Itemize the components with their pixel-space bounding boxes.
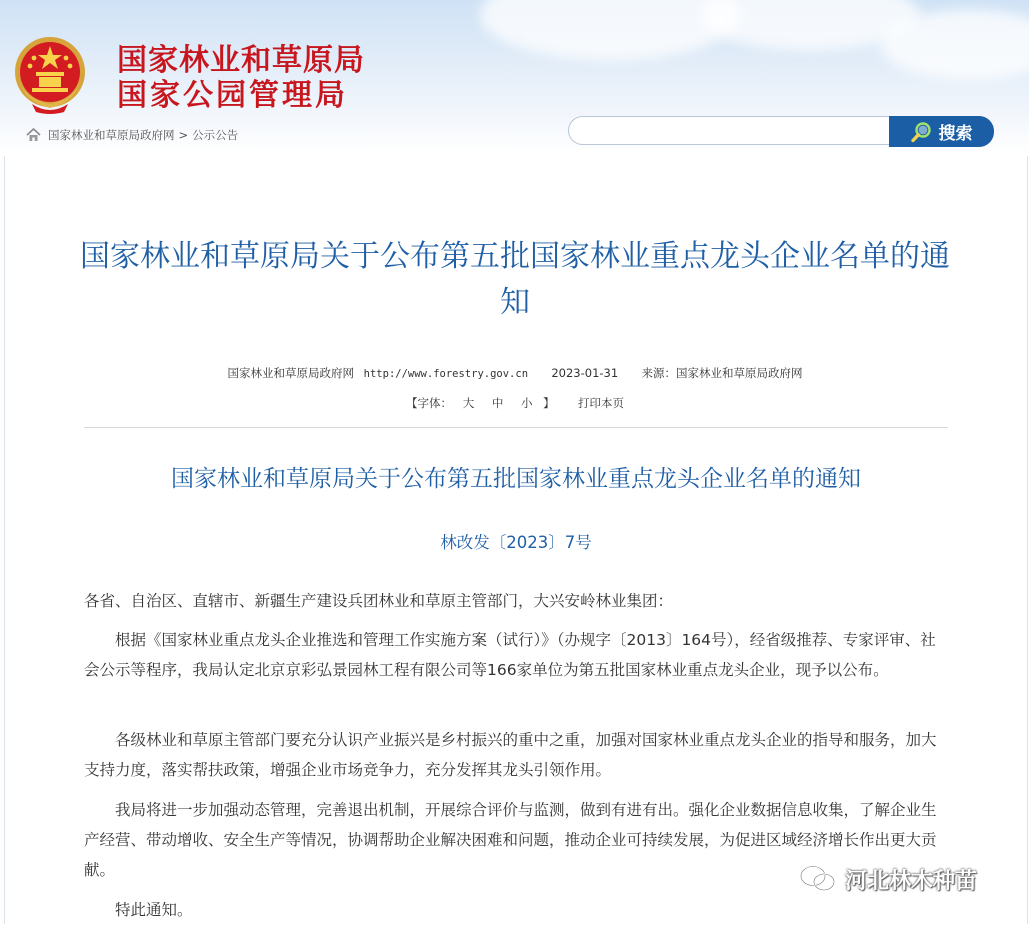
org-name-forestry: 国家林业和草原局 — [117, 43, 365, 78]
article-subtitle: 国家林业和草原局关于公布第五批国家林业重点龙头企业名单的通知 — [171, 466, 861, 492]
font-size-close: 】 — [543, 396, 555, 410]
search-input[interactable] — [568, 116, 890, 145]
font-size-label: 【字体： — [406, 396, 453, 410]
article-meta — [80, 365, 950, 381]
article-tools — [80, 395, 950, 411]
breadcrumb-current-link[interactable]: 公示公告 — [192, 128, 239, 142]
font-size-small[interactable]: 小 — [521, 396, 533, 410]
org-name-parks: 国家公园管理局 — [117, 78, 348, 113]
search-button-label: 搜索 — [938, 124, 973, 144]
paragraph-addressees: 各省、自治区、直辖市、新疆生产建设兵团林业和草原主管部门，大兴安岭林业集团： — [84, 592, 674, 610]
document-number: 林改发〔2023〕7号 — [440, 533, 592, 552]
watermark-text: 河北林木种苗 — [845, 868, 978, 894]
font-size-medium[interactable]: 中 — [491, 396, 504, 410]
meta-source-label: 来源： — [641, 366, 676, 380]
national-emblem-icon[interactable] — [12, 34, 88, 114]
wechat-watermark — [799, 864, 977, 894]
meta-site: 国家林业和草原局政府网 — [227, 366, 354, 380]
paragraph-2: 各级林业和草原主管部门要充分认识产业振兴是乡村振兴的重中之重，加强对国家林业重点龙头企业的指导和服务，加大支持力度，落实帮扶政策，增强企业市场竞争力，充分发挥其龙头引领作用。 — [84, 731, 937, 779]
search-button[interactable] — [889, 116, 994, 147]
site-header — [0, 0, 1029, 156]
paragraph-closing: 特此通知。 — [115, 901, 193, 919]
meta-source: 国家林业和草原局政府网 — [676, 366, 803, 380]
article-title: 国家林业和草原局关于公布第五批国家林业重点龙头企业名单的通知 — [80, 239, 950, 320]
meta-url: http://www.forestry.gov.cn — [363, 368, 529, 380]
meta-date: 2023-01-31 — [551, 366, 619, 380]
paragraph-1: 根据《国家林业重点龙头企业推选和管理工作实施方案（试行）》（办规字〔2013〕164号），经省级推荐、专家评审、社会公示等程序，我局认定北京京彩弘景园林工程有限公司等166家单位为第五批国家林业重点龙头企业，现予以公布。 — [84, 631, 936, 679]
breadcrumb — [26, 127, 238, 143]
breadcrumb-home-link[interactable]: 国家林业和草原局政府网 — [48, 128, 175, 142]
home-icon[interactable] — [26, 128, 41, 142]
search-bar — [568, 116, 994, 147]
wechat-icon — [799, 865, 837, 893]
print-page-link[interactable]: 打印本页 — [577, 396, 624, 410]
search-icon — [911, 121, 933, 143]
font-size-large[interactable]: 大 — [462, 396, 475, 410]
header-cloud — [880, 10, 1029, 80]
breadcrumb-separator: > — [178, 128, 189, 142]
paragraph-3: 我局将进一步加强动态管理，完善退出机制，开展综合评价与监测，做到有进有出。强化企业数据信息收集，了解企业生产经营、带动增收、安全生产等情况，协调帮助企业解决困难和问题，推动企业可持续发展，为促进区域经济增长作出更大贡献。 — [84, 801, 937, 879]
divider — [84, 427, 948, 428]
